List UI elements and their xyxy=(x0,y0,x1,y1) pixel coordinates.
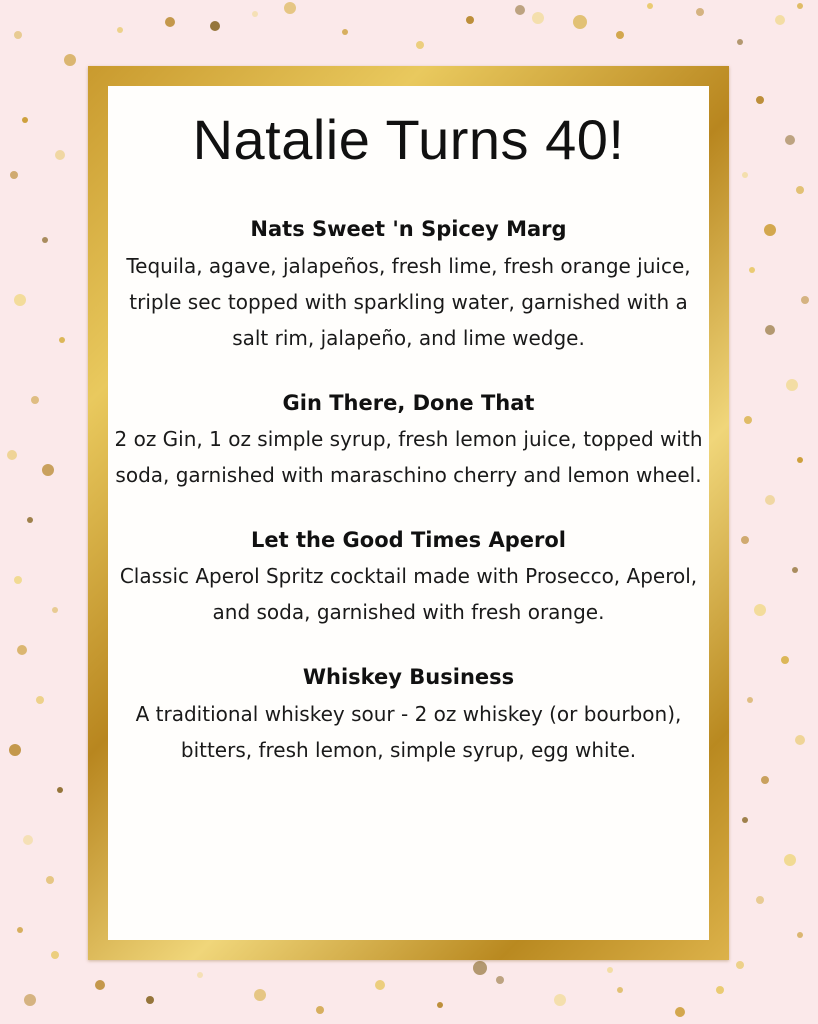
menu-card xyxy=(108,86,709,940)
confetti-dot xyxy=(284,2,296,14)
confetti-dot xyxy=(785,135,795,145)
confetti-dot xyxy=(466,16,474,24)
drink-description: 2 oz Gin, 1 oz simple syrup, fresh lemon juice, topped with soda, garnished with maraschino cherry and lemon wheel. xyxy=(114,426,703,487)
confetti-dot xyxy=(57,787,63,793)
drink-item xyxy=(108,527,709,630)
confetti-dot xyxy=(254,989,266,1001)
confetti-dot xyxy=(786,379,798,391)
confetti-dot xyxy=(716,986,724,994)
confetti-dot xyxy=(210,21,220,31)
confetti-dot xyxy=(792,567,798,573)
confetti-dot xyxy=(17,645,27,655)
confetti-dot xyxy=(23,835,33,845)
confetti-dot xyxy=(473,961,487,975)
drink-name: Nats Sweet 'n Spicey Marg xyxy=(250,217,567,242)
confetti-dot xyxy=(165,17,175,27)
drink-name: Let the Good Times Aperol xyxy=(251,527,566,552)
confetti-dot xyxy=(55,150,65,160)
drink-item xyxy=(108,216,709,355)
confetti-dot xyxy=(27,517,33,523)
confetti-dot xyxy=(754,604,766,616)
confetti-dot xyxy=(797,3,803,9)
confetti-dot xyxy=(9,744,21,756)
confetti-dot xyxy=(42,464,54,476)
confetti-dot xyxy=(647,3,653,9)
confetti-dot xyxy=(756,96,764,104)
confetti-dot xyxy=(741,536,749,544)
confetti-dot xyxy=(765,325,775,335)
confetti-dot xyxy=(117,27,123,33)
confetti-dot xyxy=(342,29,348,35)
confetti-dot xyxy=(573,15,587,29)
confetti-dot xyxy=(36,696,44,704)
confetti-dot xyxy=(764,224,776,236)
page-title: Natalie Turns 40! xyxy=(192,108,625,171)
confetti-dot xyxy=(51,951,59,959)
confetti-dot xyxy=(607,967,613,973)
drink-description: A traditional whiskey sour - 2 oz whiskey (or bourbon), bitters, fresh lemon, simple syrup, egg white. xyxy=(135,701,682,762)
drink-name: Whiskey Business xyxy=(302,665,515,690)
confetti-dot xyxy=(375,980,385,990)
confetti-dot xyxy=(797,932,803,938)
confetti-dot xyxy=(617,987,623,993)
confetti-dot xyxy=(749,267,755,273)
confetti-dot xyxy=(761,776,769,784)
confetti-dot xyxy=(31,396,39,404)
confetti-dot xyxy=(316,1006,324,1014)
confetti-dot xyxy=(795,735,805,745)
drink-name: Gin There, Done That xyxy=(282,390,535,415)
confetti-dot xyxy=(737,39,743,45)
confetti-dot xyxy=(784,854,796,866)
drink-item xyxy=(108,390,709,493)
drink-description: Tequila, agave, jalapeños, fresh lime, fresh orange juice, triple sec topped with sparkling water, garnished with a salt rim, jalapeño, and lime wedge. xyxy=(126,253,691,350)
confetti-dot xyxy=(756,896,764,904)
confetti-dot xyxy=(675,1007,685,1017)
confetti-dot xyxy=(437,1002,443,1008)
confetti-dot xyxy=(64,54,76,66)
confetti-dot xyxy=(775,15,785,25)
confetti-dot xyxy=(742,172,748,178)
confetti-dot xyxy=(46,876,54,884)
confetti-dot xyxy=(10,171,18,179)
confetti-dot xyxy=(95,980,105,990)
confetti-dot xyxy=(24,994,36,1006)
confetti-dot xyxy=(42,237,48,243)
drink-item xyxy=(108,664,709,767)
confetti-dot xyxy=(416,41,424,49)
confetti-dot xyxy=(197,972,203,978)
confetti-dot xyxy=(496,976,504,984)
confetti-dot xyxy=(14,294,26,306)
confetti-dot xyxy=(797,457,803,463)
confetti-dot xyxy=(515,5,525,15)
confetti-dot xyxy=(59,337,65,343)
confetti-dot xyxy=(744,416,752,424)
confetti-dot xyxy=(616,31,624,39)
confetti-dot xyxy=(14,31,22,39)
confetti-dot xyxy=(796,186,804,194)
confetti-dot xyxy=(696,8,704,16)
confetti-dot xyxy=(736,961,744,969)
confetti-dot xyxy=(747,697,753,703)
confetti-dot xyxy=(146,996,154,1004)
gold-frame xyxy=(88,66,729,960)
drink-description: Classic Aperol Spritz cocktail made with Prosecco, Aperol, and soda, garnished with fresh orange. xyxy=(119,564,698,625)
confetti-dot xyxy=(252,11,258,17)
confetti-dot xyxy=(17,927,23,933)
confetti-dot xyxy=(554,994,566,1006)
confetti-dot xyxy=(742,817,748,823)
confetti-dot xyxy=(765,495,775,505)
confetti-dot xyxy=(801,296,809,304)
confetti-dot xyxy=(532,12,544,24)
confetti-dot xyxy=(781,656,789,664)
confetti-dot xyxy=(52,607,58,613)
confetti-dot xyxy=(14,576,22,584)
confetti-dot xyxy=(22,117,28,123)
confetti-dot xyxy=(7,450,17,460)
